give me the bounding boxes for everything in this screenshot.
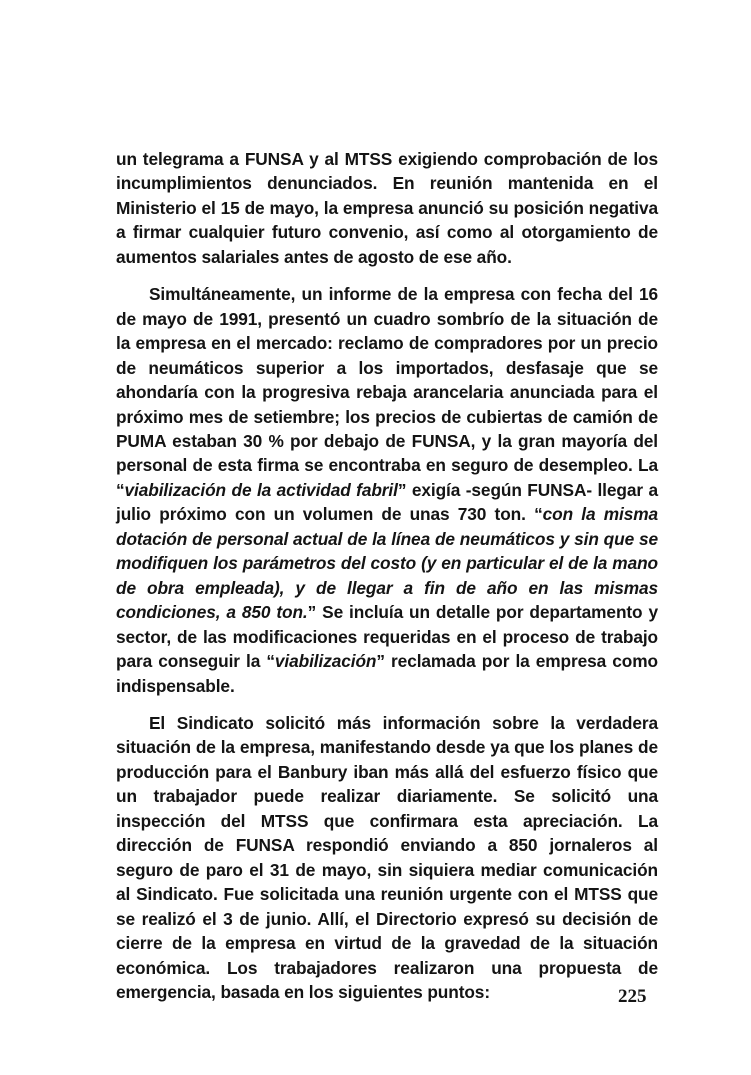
italic-quote: viabilización de la actividad fabril — [124, 479, 398, 500]
text-run: un telegrama a FUNSA y al MTSS exigiendo comprobación de los incumplimientos denunciados. En reunión mantenida en el Ministerio el 15 de mayo, la empresa anunció su posición negativa a firmar cualquier futuro convenio, así como al otorgamiento de aumentos salariales antes de agosto de ese año. — [116, 149, 658, 267]
body-text — [116, 147, 658, 1004]
italic-quote: con la misma dotación de personal actual de la línea de neumáticos y sin que se modifiquen los parámetros del costo (y en particular el de la mano de obra empleada), y de llegar a fin de año en las mismas condiciones, a 850 ton. — [116, 504, 658, 623]
text-run: ” Se incluía un detalle por departamento y sector, de las modificaciones requeridas en el proceso de trabajo para conseguir la “ — [116, 602, 658, 672]
paragraph-1 — [116, 147, 658, 269]
text-run: Simultáneamente, un informe de la empresa con fecha del 16 de mayo de 1991, presentó un cuadro sombrío de la situación de la empresa en el mercado: reclamo de compradores por un precio de neumáticos superior a los importados, desfasaje que se ahondaría con la progresiva rebaja arancelaria anunciada para el próximo mes de setiembre; los precios de cubiertas de camión de PUMA estaban 30 % por debajo de FUNSA, y la gran mayoría del personal de esta firma se encontraba en seguro de desempleo. La “ — [116, 284, 658, 500]
page-number: 225 — [618, 986, 647, 1007]
text-run: ” reclamada por la empresa como indispensable. — [116, 651, 658, 696]
text-run: El Sindicato solicitó más información sobre la verdadera situación de la empresa, manifestando desde ya que los planes de producción para el Banbury iban más allá del esfuerzo físico que un trabajador puede realizar diariamente. Se solicitó una inspección del MTSS que confirmara esta apreciación. La dirección de FUNSA respondió enviando a 850 jornaleros al seguro de paro el 31 de mayo, sin siquiera mediar comunicación al Sindicato. Fue solicitada una reunión urgente con el MTSS que se realizó el 3 de junio. Allí, el Directorio expresó su decisión de cierre de la empresa en virtud de la gravedad de la situación económica. Los trabajadores realizaron una propuesta de emergencia, basada en los siguientes puntos: — [116, 712, 658, 1002]
italic-quote: viabilización — [274, 651, 377, 672]
text-run: ” exigía -según FUNSA- llegar a julio próximo con un volumen de unas 730 ton. “ — [116, 479, 658, 525]
paragraph-2 — [116, 282, 658, 698]
paragraph-3 — [116, 711, 658, 1004]
